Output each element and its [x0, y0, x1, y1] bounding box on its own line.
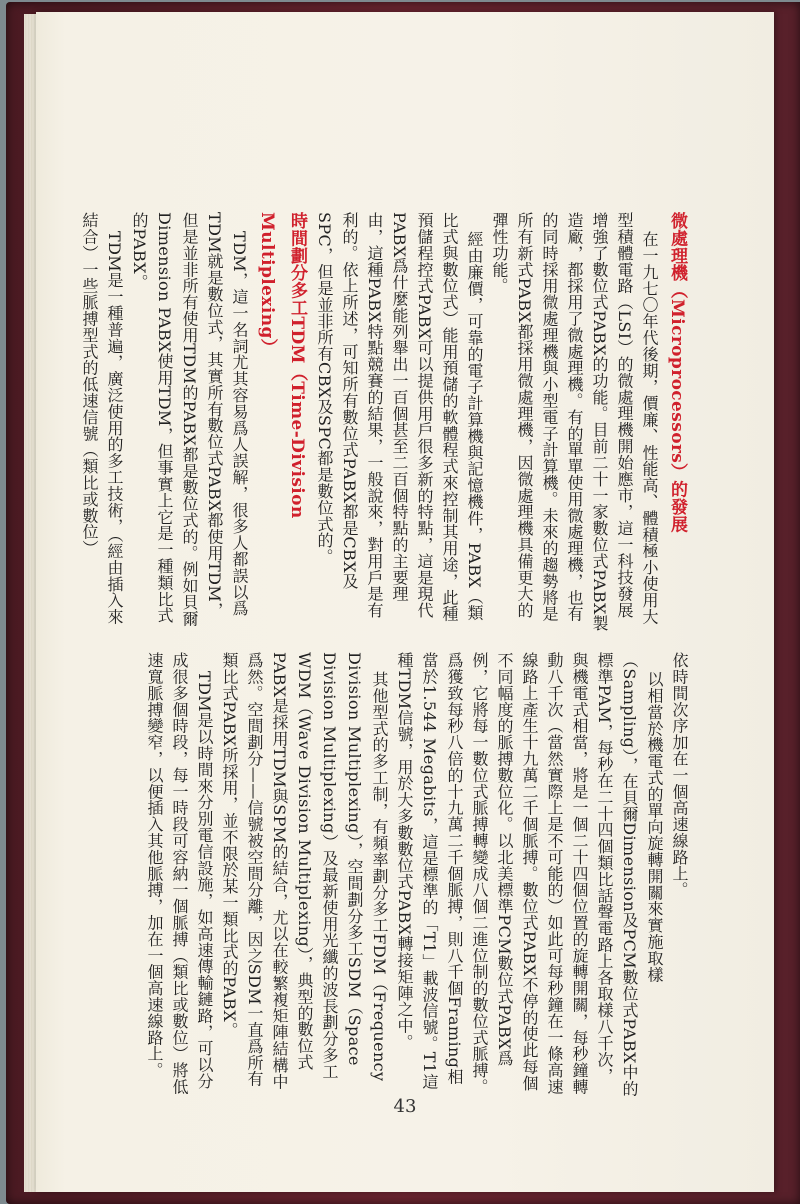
paragraph: 經由廉價，可靠的電子計算機與記憶機件，PABX（類比式與數位式）能用預儲的軟體程式來控制其用途，此種預儲程控式PABX可以提供用戶很多新的特點，這是現代PABX爲什麼能列舉出一百個甚至二百個特點的主要理由，這種PABX特點競賽的結果，一般說來，對用戶是有利的。依上所述，可知所有數位式PABX都是CBX及SPC，但是並非所有CBX及SPC都是數位式的。	[315, 212, 484, 622]
paragraph: TDM是一種普遍，廣泛使用的多工技術，（經由插入來結合）一些脈搏型式的低速信號（類比或數位）	[80, 212, 124, 626]
paragraph: TDM，這一名詞尤其容易爲人誤解，很多人都誤以爲TDM就是數位式，其實所有數位式PABX都使用TDM，但是並非所有使用TDM的PABX都是數位式的。例如貝爾Dimension PABX使用TDM，但事實上它是一種類比式的PABX。	[130, 212, 249, 627]
page-number: 43	[393, 1096, 417, 1117]
heading-tdm: 時間劃分多工TDM（Time-Division Multiplexing）	[257, 212, 307, 519]
paragraph: 依時間次序加在一個高速線路上。	[670, 652, 689, 898]
text-block-top	[27, 212, 692, 632]
text-block-bottom	[32, 652, 692, 1097]
paragraph: 以相當於機電式的單向旋轉開關來實施取樣（Sampling），在貝爾Dimension及PCM數位式PABX中的標準PAM，每秒在二十四個類比話聲電路上各取樣八千次，與機電式相當，將是一個二十四個位置的旋轉開關，每秒鐘轉動八千次（當然實際上是不可能的）如此可每秒鐘在一條高速線路上產生十九萬二千個脈搏。數位式PABX不停的使此每個不同幅度的脈搏數位化。以北美標準PCM數位式PABX爲例，它將每一數位式脈搏轉變成八個二進位制的數位式脈搏。爲獲致每秒八倍的十九萬二千個脈搏，則八千個Framing相當於1.544 Megabits，這是標準的「T1」載波信號。T1這種TDM信號，用於大多數數位式PABX轉接矩陣之中。	[395, 652, 664, 1097]
book-page	[36, 12, 774, 1192]
paragraph: TDM是以時間來分別電信設施，如高速傳輸鏈路，可以分成很多個時段，每一時段可容納一個脈搏（類比或數位）將低速寬脈搏變窄，以便插入其他脈搏，加在一個高速線路上。	[145, 652, 214, 1095]
paragraph: 其他型式的多工制，有頻率劃分多工FDM（Frequency Division Multiplexing），空間劃分多工SDM（Space Division Multiplexing）及最新使用光纖的波長劃分多工WDM（Wave Division Multiplexing），典型的數位式PABX是採用TDM與SPM的結合，尤以在較繁複矩陣結構中爲然。空間劃分——信號被空間分離，因之SDM一直爲所有類比式PABX所採用，並不限於某一類比式的PABX。	[220, 652, 389, 1090]
heading-microprocessor-development: 微處理機（Microprocessors）的發展	[667, 212, 687, 533]
paragraph: 在一九七〇年代後期，價廉、性能高、體積極小使用大型積體電路（LSI）的微處理機開始應市，這一科技發展增強了數位式PABX的功能。目前二十一家數位式PABX製造廠，都採用了微處理機。有的單單使用微處理機，也有的同時採用微處理機與小型電子計算機。未來的趨勢將是所有新式PABX都採用微處理機，因微處理機具備更大的彈性功能。	[490, 212, 659, 632]
